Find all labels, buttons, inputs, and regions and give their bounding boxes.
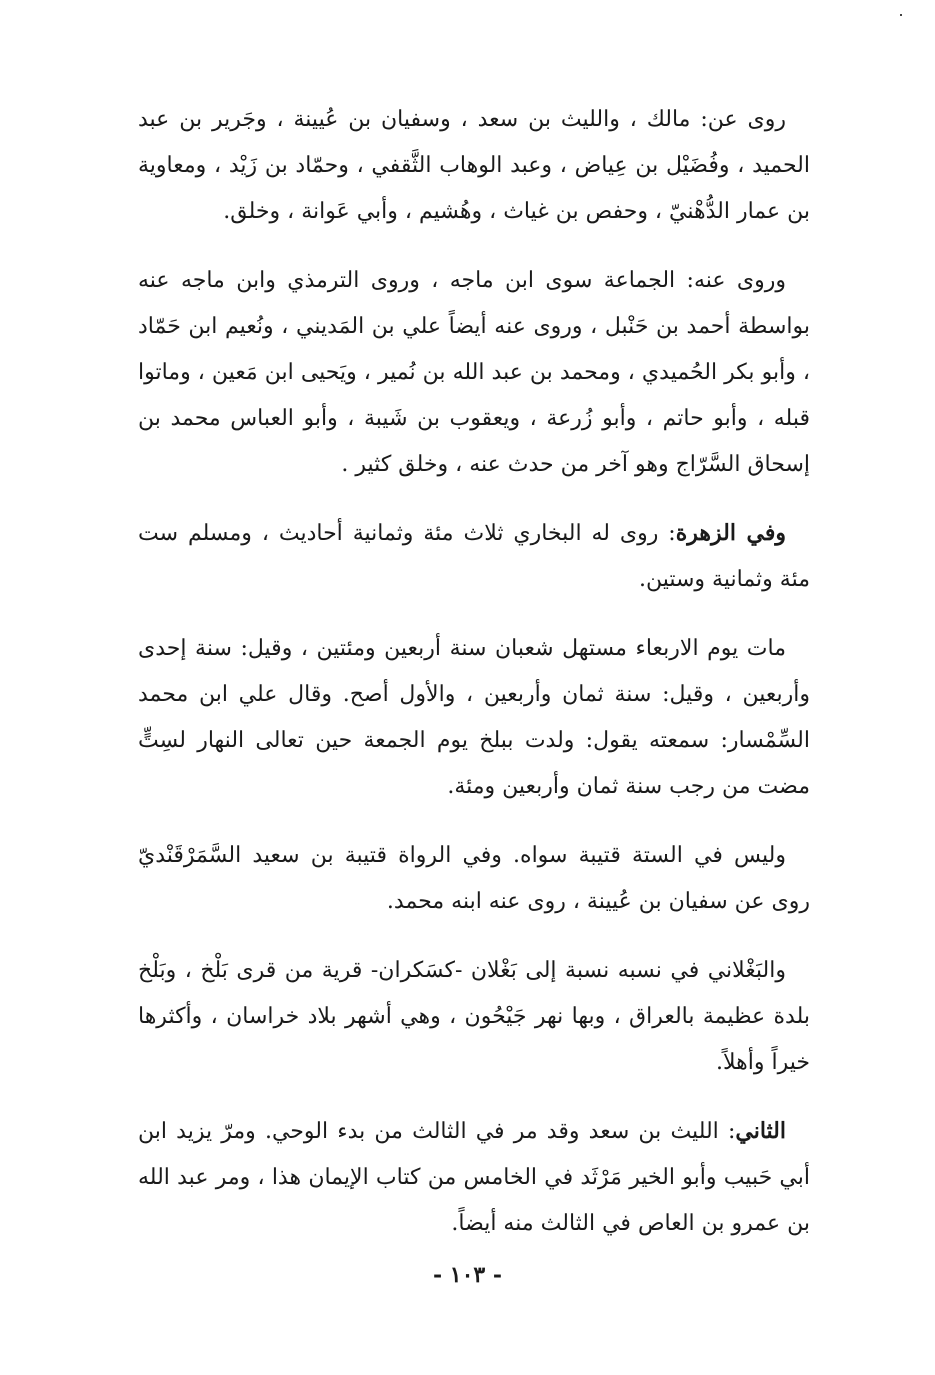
page-number: - ١٠٣ - <box>432 1262 503 1288</box>
paragraph-text: روى عن: مالك ، والليث بن سعد ، وسفيان بن عُيينة ، وجَرير بن عبد الحميد ، وفُضَيْل بن عِياض ، وعبد الوهاب الثَّقفي ، وحمّاد بن زَيْد ، ومعاوية بن عمار الدُّهْنيّ ، وحفص بن غياث ، وهُشيم ، وأبي عَوانة ، وخلق. <box>138 107 810 224</box>
paragraph-text: : روى له البخاري ثلاث مئة وثمانية أحاديث ، ومسلم ست مئة وثمانية وستين. <box>138 521 810 592</box>
paragraph-text: والبَغْلاني في نسبه نسبة إلى بَغْلان -كسَكران- قرية من قرى بَلْخ ، وبَلْخ بلدة عظيمة بالعراق ، وبها نهر جَيْحُون ، وهي أشهر بلاد خراسان ، وأكثرها خيراً وأهلاً. <box>138 958 810 1075</box>
paragraph-text: مات يوم الاربعاء مستهل شعبان سنة أربعين ومئتين ، وقيل: سنة إحدى وأربعين ، وقيل: سنة ثمان وأربعين ، والأول أصح. وقال علي ابن محمد السِّمْسار: سمعته يقول: ولدت ببلخ يوم الجمعة حين تعالى النهار لسِتٍّ مضت من رجب سنة ثمان وأربعين ومئة. <box>138 636 810 799</box>
paragraph-lead: وفي الزهرة <box>675 520 787 546</box>
paragraph-text: وليس في الستة قتيبة سواه. وفي الرواة قتيبة بن سعيد السَّمَرْقَنْديّ روى عن سفيان بن عُيينة ، روى عنه ابنه محمد. <box>138 843 810 914</box>
paragraph-lead: الثاني <box>735 1118 786 1144</box>
paragraph-second <box>138 1108 810 1247</box>
page-body <box>138 96 810 1269</box>
paragraph-qutayba <box>138 832 810 925</box>
paragraph-narrators-from <box>138 96 810 235</box>
paragraph-zahra <box>138 510 810 603</box>
paragraph-narrators-to <box>138 257 810 488</box>
paragraph-death <box>138 625 810 810</box>
paragraph-text: : الليث بن سعد وقد مر في الثالث من بدء الوحي. ومرّ يزيد ابن أبي حَبيب وأبو الخير مَرْثَد في الخامس من كتاب الإيمان هذا ، ومر عبد الله بن عمرو بن العاص في الثالث منه أيضاً. <box>138 1119 810 1236</box>
paragraph-text: وروى عنه: الجماعة سوى ابن ماجه ، وروى الترمذي وابن ماجه عنه بواسطة أحمد بن حَنْبل ، وروى عنه أيضاً علي بن المَديني ، ونُعيم ابن حَمّاد ، وأبو بكر الحُميدي ، ومحمد بن عبد الله بن نُمير ، ويَحيى ابن مَعين ، وماتوا قبله ، وأبو حاتم ، وأبو زُرعة ، ويعقوب بن شَيبة ، وأبو العباس محمد بن إسحاق السَّرّاج وهو آخر من حدث عنه ، وخلق كثير . <box>138 268 810 477</box>
corner-mark <box>900 14 902 16</box>
paragraph-baghlani <box>138 947 810 1086</box>
